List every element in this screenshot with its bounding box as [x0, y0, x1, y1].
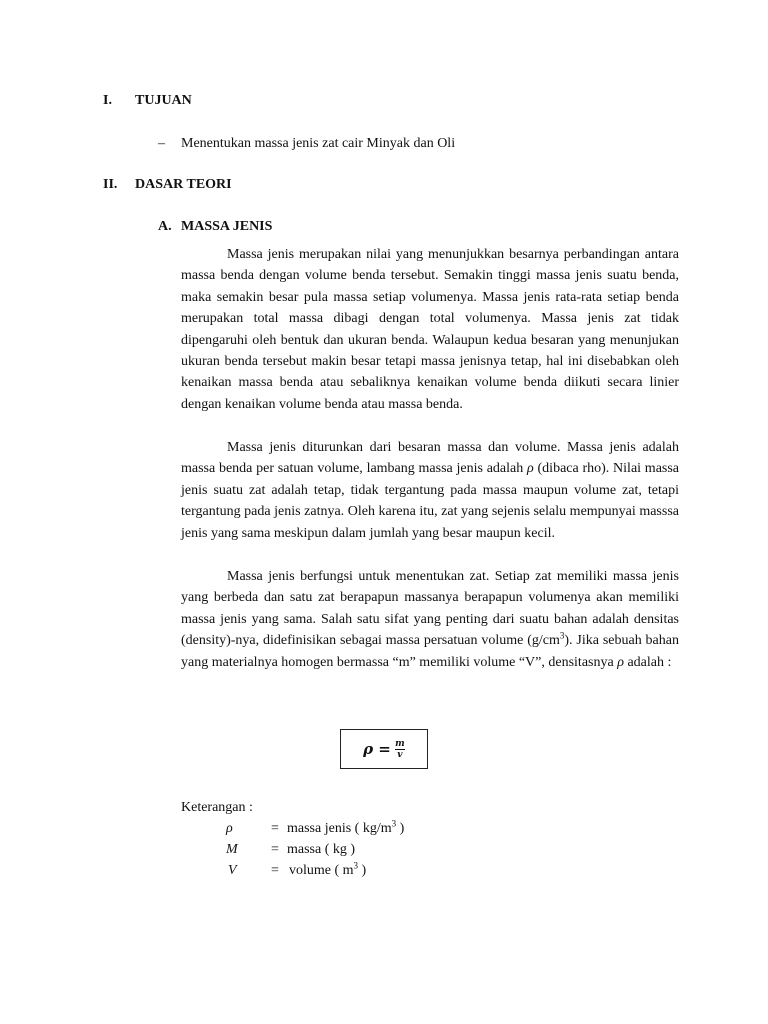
section-2-title: DASAR TEORI	[135, 177, 232, 192]
legend-description	[287, 842, 355, 858]
paragraph-3-text-a: Massa jenis berfungsi untuk menentukan zat. Setiap zat memiliki massa jenis yang berbeda dan satu zat berapapun massanya berapapun volumenya akan memiliki massa jenis yang sama. Salah satu sifat yang penting dari suatu bahan adalah densitas (density)-nya, didefinisikan sebagai massa persatuan volume (g/cm	[181, 569, 679, 649]
legend-desc-text: massa ( kg )	[287, 842, 356, 857]
legend-equals: =	[271, 863, 279, 878]
paragraph-2-text-a: Massa jenis diturunkan dari besaran massa dan volume. Massa jenis adalah massa benda per satuan volume, lambang massa jenis adalah	[181, 440, 679, 477]
formula-fraction	[395, 739, 405, 760]
paragraph-3	[181, 566, 679, 673]
legend-symbol: ρ	[226, 821, 233, 836]
legend-desc-tail: )	[396, 821, 405, 836]
density-formula-box	[340, 729, 428, 769]
legend-desc-tail: )	[358, 863, 367, 878]
section-1-title: TUJUAN	[135, 93, 192, 108]
legend-desc-sup: 3	[391, 818, 397, 829]
legend-description	[287, 818, 405, 837]
paragraph-1: Massa jenis merupakan nilai yang menunjukkan besarnya perbandingan antara massa benda dengan volume benda tersebut. Semakin tinggi massa jenis suatu benda, maka semakin besar pula massa setiap volumenya. Massa jenis rata-rata setiap benda merupakan total massa dibagi dengan total volumenya. Massa jenis zat tidak dipengaruhi oleh bentuk dan ukuran benda. Walaupun kedua besaran yang menunjukan ukuran benda tersebut makin besar tetapi massa jenisnya tetap, hal ini disebabkan oleh kenaikan massa benda atau sebaliknya kenaikan volume benda diikuti secara linier dengan kenaikan volume benda atau massa benda.	[181, 247, 679, 412]
legend-desc-text: massa jenis ( kg/m	[287, 821, 392, 836]
paragraph-3-text-c: adalah :	[627, 654, 672, 670]
formula-denominator: v	[397, 749, 403, 760]
subsection-title: MASSA JENIS	[181, 219, 273, 234]
legend-symbol: V	[228, 863, 237, 878]
legend-equals: =	[271, 842, 279, 857]
paragraph-2	[181, 437, 679, 544]
legend-symbol: M	[226, 842, 238, 857]
paragraph-3-superscript: 3	[559, 630, 565, 641]
bullet-text: Menentukan massa jenis zat cair Minyak dan Oli	[181, 136, 456, 151]
paragraph-3-text-b: ). Jika sebuah bahan yang materialnya homogen bermassa “m” memiliki volume “V”, densitasnya	[181, 633, 679, 670]
legend-desc-text: volume ( m	[289, 863, 354, 878]
section-2-number: II.	[103, 177, 118, 192]
legend-equals: =	[271, 821, 279, 836]
subsection-number: A.	[158, 219, 172, 234]
legend-desc-sup: 3	[353, 860, 359, 871]
section-1-number: I.	[103, 93, 112, 108]
rho-symbol: ρ	[617, 654, 624, 670]
bullet-marker: –	[158, 136, 165, 151]
rho-symbol: ρ	[527, 461, 534, 477]
formula-numerator: m	[395, 738, 405, 749]
paragraph-2-text-b: (dibaca rho). Nilai massa jenis suatu zat adalah tetap, tidak tergantung pada massa maupun volume zat, tetapi tergantung pada jenis zatnya. Oleh karena itu, zat yang sejenis selalu mempunyai masssa jenis yang sama meskipun dalam jumlah yang besar maupun kecil.	[181, 461, 680, 541]
legend-description	[289, 860, 367, 879]
keterangan-label: Keterangan :	[181, 800, 253, 815]
formula-lhs: ρ =	[363, 740, 391, 758]
